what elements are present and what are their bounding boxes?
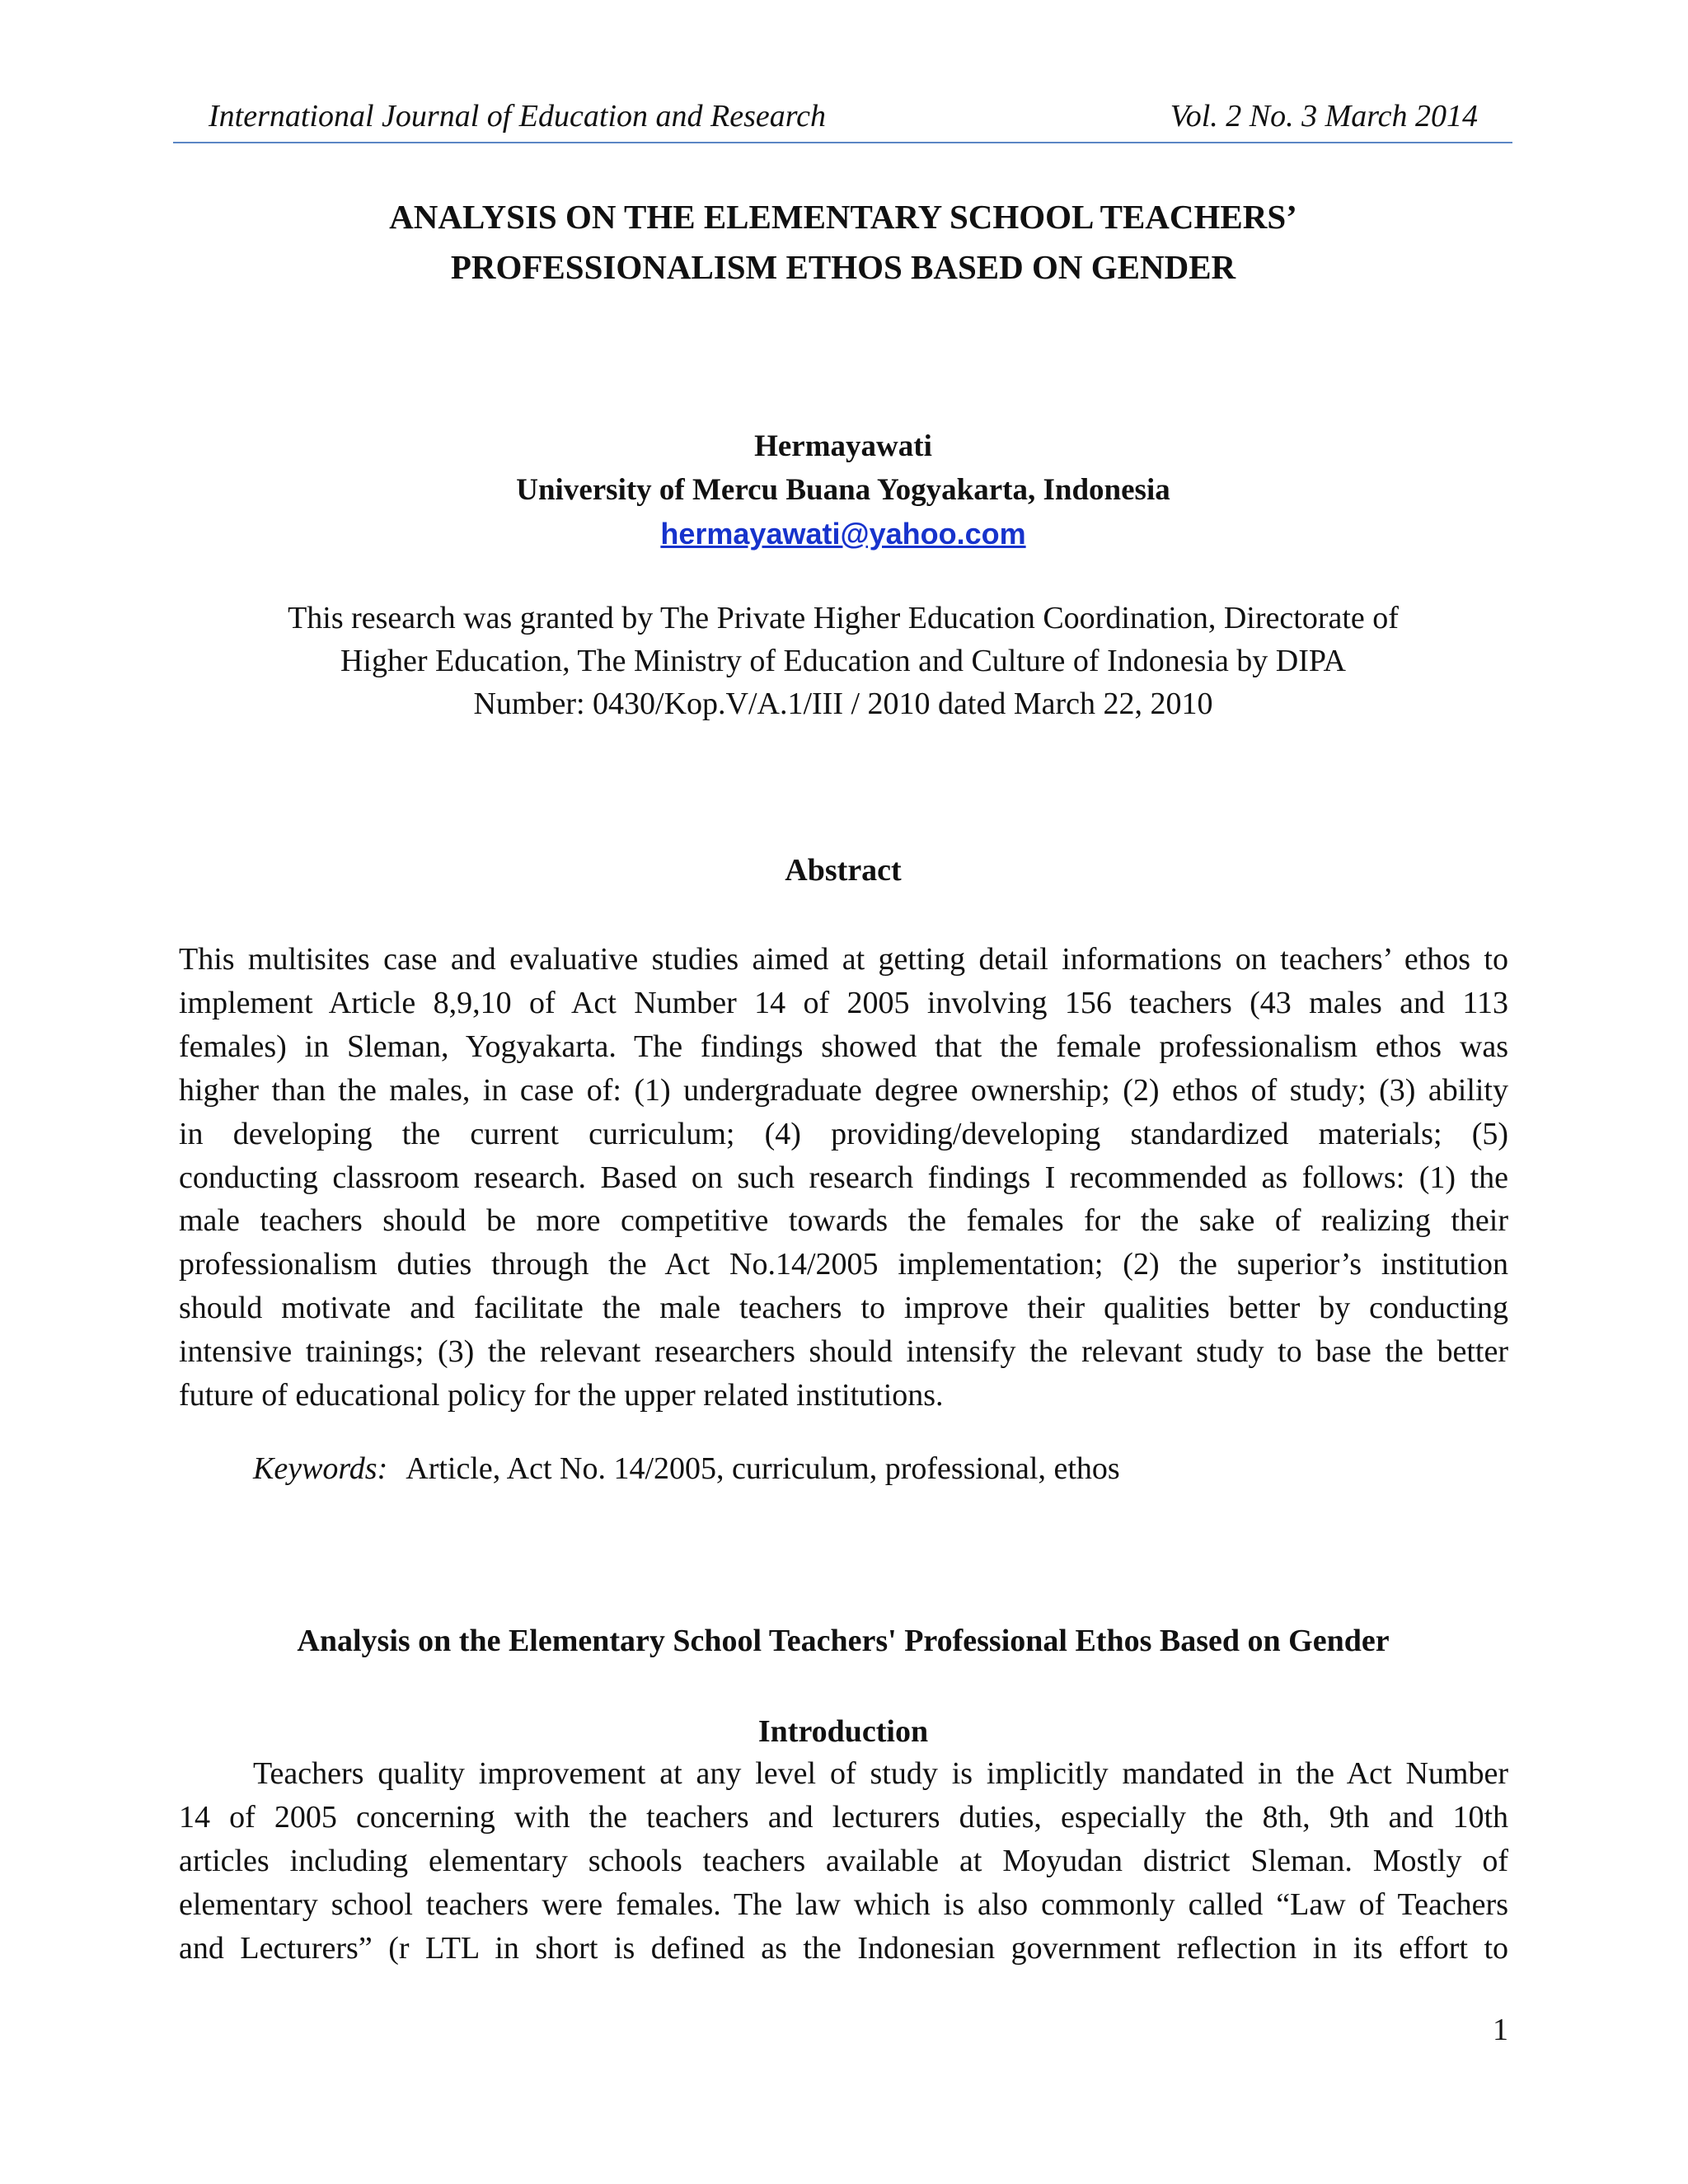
issue-info: Vol. 2 No. 3 March 2014 xyxy=(1170,99,1478,134)
grant-line: Number: 0430/Kop.V/A.1/III / 2010 dated March 22, 2010 xyxy=(473,687,1213,721)
keywords xyxy=(253,1447,1506,1490)
abstract-line: This multisites case and evaluative studies aimed at getting detail informations on teachers’ ethos to xyxy=(179,942,1508,977)
keywords-list: Article, Act No. 14/2005, curriculum, professional, ethos xyxy=(406,1451,1120,1486)
abstract-line: should motivate and facilitate the male teachers to improve their qualities better by conducting xyxy=(179,1291,1508,1326)
abstract-line: higher than the males, in case of: (1) undergraduate degree ownership; (2) ethos of study; (3) ability xyxy=(179,1072,1508,1108)
page-number: 1 xyxy=(1493,2013,1508,2047)
keywords-label: Keywords: xyxy=(253,1451,388,1486)
author-name: Hermayawati xyxy=(754,429,932,463)
header-rule xyxy=(173,142,1512,143)
abstract-line: intensive trainings; (3) the relevant researchers should intensify the relevant study to base the better xyxy=(179,1334,1508,1370)
abstract-heading: Abstract xyxy=(785,853,902,888)
grant-line: Higher Education, The Ministry of Education and Culture of Indonesia by DIPA xyxy=(340,644,1346,678)
grant-note xyxy=(209,597,1478,725)
introduction-line: and Lecturers” (r LTL in short is defined as the Indonesian government reflection in its effort to xyxy=(179,1930,1508,1966)
paper-section-heading: Analysis on the Elementary School Teachers' Professional Ethos Based on Gender xyxy=(297,1624,1390,1658)
introduction-line: articles including elementary schools teachers available at Moyudan district Sleman. Mostly of xyxy=(179,1843,1508,1878)
introduction-line: 14 of 2005 concerning with the teachers and lecturers duties, especially the 8th, 9th and 10th xyxy=(179,1799,1508,1835)
journal-name: International Journal of Education and Research xyxy=(209,99,826,134)
title-line: ANALYSIS ON THE ELEMENTARY SCHOOL TEACHERS’ xyxy=(389,198,1297,236)
abstract-line: females) in Sleman, Yogyakarta. The findings showed that the female professionalism ethos was xyxy=(179,1029,1508,1064)
abstract-line: implement Article 8,9,10 of Act Number 14 of 2005 involving 156 teachers (43 males and 113 xyxy=(179,985,1508,1020)
introduction-body xyxy=(179,1752,1508,1971)
abstract-line: conducting classroom research. Based on such research findings I recommended as follows: (1) the xyxy=(179,1160,1508,1195)
author-affiliation: University of Mercu Buana Yogyakarta, Indonesia xyxy=(516,473,1170,507)
abstract-body xyxy=(179,938,1508,1418)
abstract-line: professionalism duties through the Act No.14/2005 implementation; (2) the superior’s institution xyxy=(179,1247,1508,1282)
grant-line: This research was granted by The Private Higher Education Coordination, Directorate of xyxy=(288,601,1399,635)
introduction-heading: Introduction xyxy=(757,1714,929,1749)
author-email-link[interactable]: hermayawati@yahoo.com xyxy=(660,517,1026,551)
paper-title xyxy=(209,192,1478,293)
abstract-line: in developing the current curriculum; (4) providing/developing standardized materials; (5) xyxy=(179,1116,1508,1151)
introduction-line: elementary school teachers were females. The law which is also commonly called “Law of Teachers xyxy=(179,1886,1508,1922)
title-line: PROFESSIONALISM ETHOS BASED ON GENDER xyxy=(450,248,1236,286)
introduction-line: Teachers quality improvement at any level of study is implicitly mandated in the Act Number xyxy=(253,1756,1508,1791)
abstract-line: male teachers should be more competitive towards the females for the sake of realizing their xyxy=(179,1203,1508,1239)
abstract-line: future of educational policy for the upper related institutions. xyxy=(179,1378,944,1413)
running-header xyxy=(209,96,1478,137)
author-block xyxy=(209,424,1478,556)
